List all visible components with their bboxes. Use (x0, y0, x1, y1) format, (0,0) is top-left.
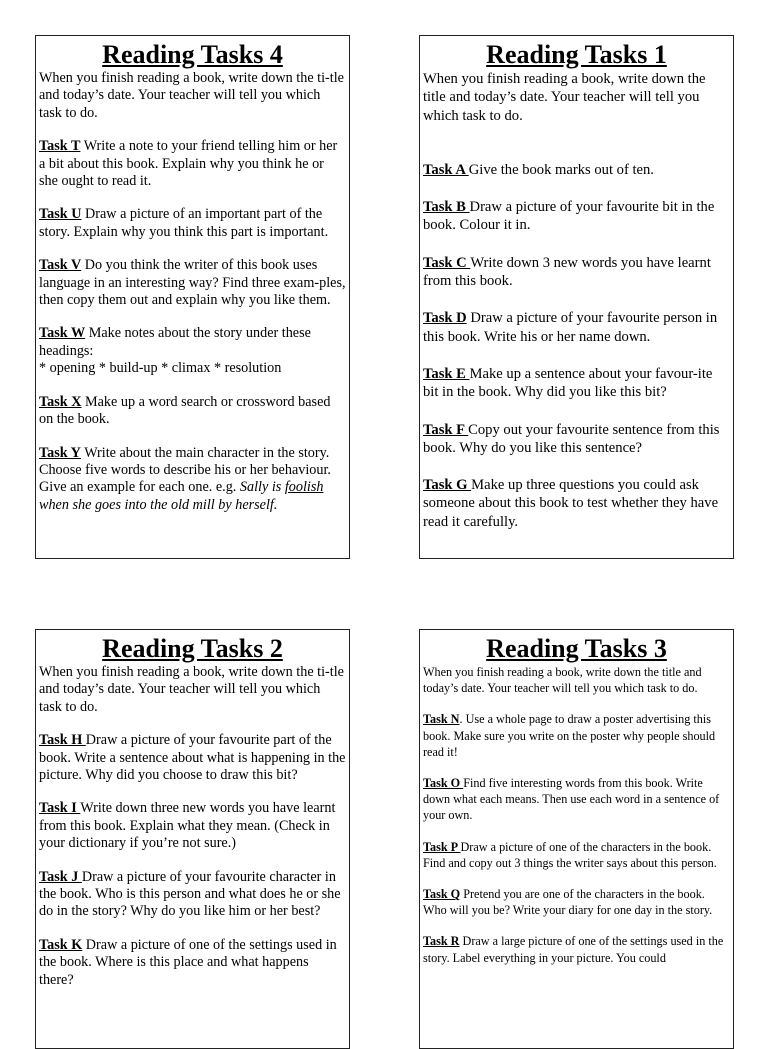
task-f (423, 421, 730, 458)
task-text: Draw a picture of your favourite character in the book. Who is this person and what does he or she do in the story? Why do you like him or her best? (39, 868, 341, 920)
task-text: Make up a word search or crossword based on the book. (39, 393, 331, 428)
task-text: Make up a sentence about your favour-ite bit in the book. Why did you like this bit? (423, 365, 713, 401)
task-r (423, 933, 730, 965)
task-label: Task C (423, 254, 471, 271)
task-label: Task X (39, 393, 82, 410)
task-text: Write about the main character in the story. Choose five words to describe his or her behaviour. Give an example for each one. e.g. (39, 444, 331, 496)
task-text: Find five interesting words from this book. Write down what each means. Then use each word in a sentence of your own. (423, 776, 720, 823)
card-intro: When you finish reading a book, write down the title and today’s date. Your teacher will tell you which task to do. (423, 665, 702, 696)
task-label: Task R (423, 934, 460, 949)
task-e (423, 365, 730, 402)
task-label: Task T (39, 138, 81, 155)
task-label: Task Y (39, 444, 81, 461)
example-text: when she goes into the old mill by herself. (39, 496, 278, 513)
task-label: Task K (39, 936, 83, 953)
task-y (39, 445, 346, 515)
task-label: Task F (423, 421, 469, 438)
task-label: Task U (39, 206, 82, 223)
card-title: Reading Tasks 1 (486, 40, 667, 69)
task-text: Draw a picture of your favourite bit in the book. Colour it in. (423, 199, 715, 234)
task-label: Task H (39, 732, 86, 749)
task-text: Do you think the writer of this book uses language in an interesting way? Find three exam-ples, then copy them out and explain why you like them. (39, 257, 346, 309)
task-text: Draw a picture of one of the settings used in the book. Where is this place and what happens there? (39, 936, 337, 988)
task-a (423, 161, 730, 179)
task-label: Task P (423, 839, 461, 854)
example-word: foolish (284, 479, 324, 496)
task-label: Task D (423, 310, 467, 327)
reading-tasks-3-card (419, 629, 734, 1049)
reading-tasks-1-card (419, 35, 734, 559)
reading-tasks-2-card (35, 629, 350, 1049)
card-intro: When you finish reading a book, write down the ti-tle and today’s date. Your teacher will tell you which task to do. (39, 664, 344, 715)
task-w (39, 325, 346, 377)
task-x (39, 394, 346, 429)
task-q (423, 886, 730, 918)
task-i (39, 800, 346, 852)
task-text: Draw a picture of your favourite part of the book. Write a sentence about what is happening in the picture. Why did you choose to draw this bit? (39, 732, 346, 784)
task-headings: * opening * build-up * climax * resolution (39, 360, 282, 377)
task-g (423, 476, 730, 531)
task-u (39, 206, 346, 241)
task-n (423, 711, 730, 760)
task-c (423, 254, 730, 291)
task-h (39, 732, 346, 784)
reading-tasks-4-card (35, 35, 350, 559)
task-p (423, 839, 730, 871)
card-title: Reading Tasks 3 (486, 634, 667, 663)
task-text: Draw a picture of one of the characters in the book. Find and copy out 3 things the writer says about this person. (423, 839, 717, 870)
card-intro: When you finish reading a book, write down the title and today’s date. Your teacher will tell you which task to do. (423, 71, 706, 124)
task-o (423, 775, 730, 824)
task-text: Draw a large picture of one of the settings used in the story. Label everything in your picture. You could (423, 934, 724, 965)
task-label: Task A (423, 161, 469, 178)
card-title: Reading Tasks 4 (102, 40, 283, 69)
task-label: Task I (39, 800, 81, 817)
task-text: Write a note to your friend telling him or her a bit about this book. Explain why you think he or she ought to read it. (39, 138, 338, 190)
card-intro: When you finish reading a book, write down the ti-tle and today’s date. Your teacher will tell you which task to do. (39, 70, 344, 121)
task-label: Task Q (423, 887, 461, 902)
card-title: Reading Tasks 2 (102, 634, 283, 663)
task-text: Make up three questions you could ask someone about this book to test whether they have read it carefully. (423, 477, 719, 530)
task-text: Write down three new words you have learnt from this book. Explain what they mean. (Check in your dictionary if you’re not sure.) (39, 800, 336, 852)
task-text: Draw a picture of an important part of the story. Explain why you think this part is important. (39, 206, 329, 240)
task-label: Task G (423, 477, 472, 494)
task-text: Draw a picture of your favourite person in this book. Write his or her name down. (423, 310, 718, 345)
task-text: . Use a whole page to draw a poster advertising this book. Make sure you write on the poster why people should read it! (423, 712, 716, 759)
task-j (39, 869, 346, 921)
task-v (39, 257, 346, 309)
task-label: Task W (39, 325, 86, 342)
task-text: Copy out your favourite sentence from this book. Why do you like this sentence? (423, 421, 720, 456)
task-text: Make notes about the story under these headings: (39, 325, 311, 359)
task-d (423, 309, 730, 346)
task-text: Give the book marks out of ten. (468, 161, 654, 178)
task-t (39, 138, 346, 190)
task-label: Task J (39, 868, 82, 885)
task-label: Task V (39, 257, 82, 274)
task-text: Pretend you are one of the characters in the book. Who will you be? Write your diary for one day in the story. (423, 887, 713, 918)
task-label: Task O (423, 776, 464, 791)
example-text: Sally is (239, 479, 285, 496)
task-label: Task B (423, 199, 470, 216)
task-label: Task E (423, 365, 470, 382)
task-b (423, 198, 730, 235)
task-label: Task N (423, 712, 460, 727)
task-k (39, 937, 346, 989)
task-text: Write down 3 new words you have learnt from this book. (423, 254, 711, 290)
